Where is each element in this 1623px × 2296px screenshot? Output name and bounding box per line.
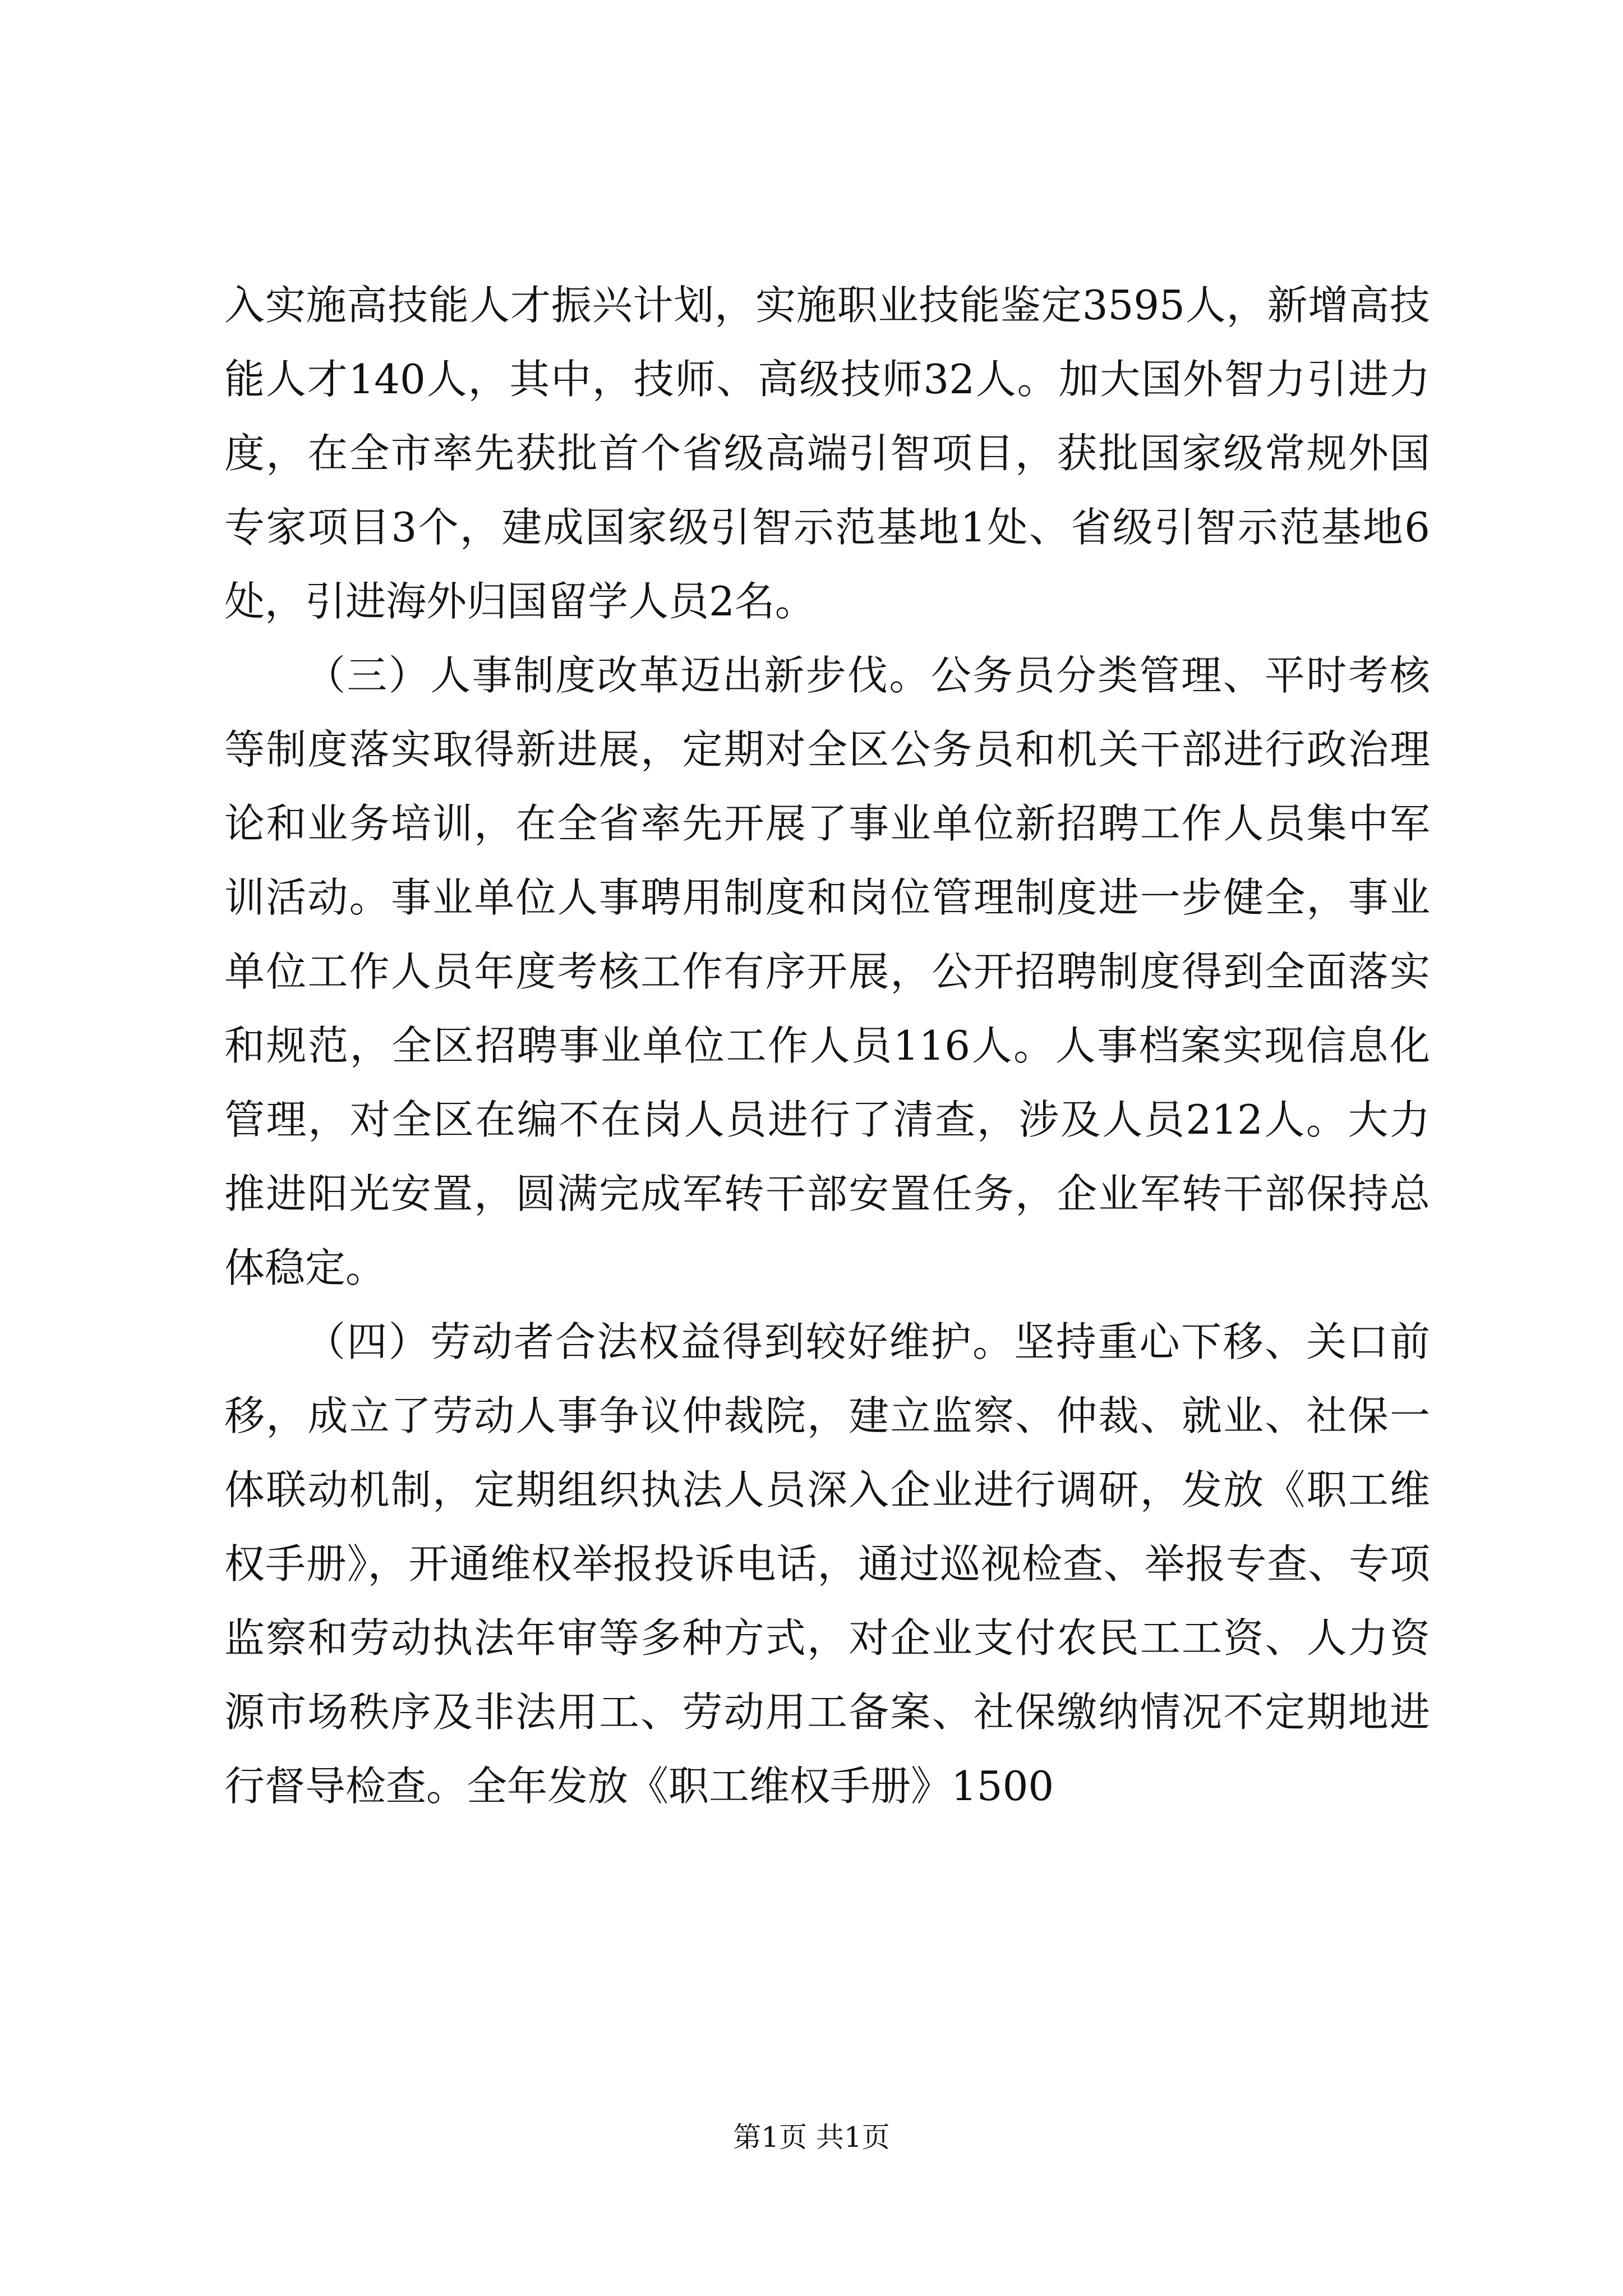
document-body bbox=[224, 268, 1430, 1823]
paragraph-talent-plan: 入实施高技能人才振兴计划，实施职业技能鉴定3595人，新增高技能人才140人，其中，技师、高级技师32人。加大国外智力引进力度，在全市率先获批首个省级高端引智项目，获批国家级常规外国专家项目3个，建成国家级引智示范基地1处、省级引智示范基地6处，引进海外归国留学人员2名。 bbox=[224, 282, 1430, 625]
page-footer: 第1页 共1页 bbox=[733, 2121, 890, 2154]
paragraph-worker-rights: （四）劳动者合法权益得到较好维护。坚持重心下移、关口前移，成立了劳动人事争议仲裁院，建立监察、仲裁、就业、社保一体联动机制，定期组织执法人员深入企业进行调研，发放《职工维权手册》，开通维权举报投诉电话，通过巡视检查、举报专查、专项监察和劳动执法年审等多种方式，对企业支付农民工工资、人力资源市场秩序及非法用工、劳动用工备案、社保缴纳情况不定期地进行督导检查。全年发放《职工维权手册》1500 bbox=[224, 1318, 1430, 1810]
paragraph-personnel-reform: （三）人事制度改革迈出新步伐。公务员分类管理、平时考核等制度落实取得新进展，定期对全区公务员和机关干部进行政治理论和业务培训，在全省率先开展了事业单位新招聘工作人员集中军训活动。事业单位人事聘用制度和岗位管理制度进一步健全，事业单位工作人员年度考核工作有序开展，公开招聘制度得到全面落实和规范，全区招聘事业单位工作人员116人。人事档案实现信息化管理，对全区在编不在岗人员进行了清查，涉及人员212人。大力推进阳光安置，圆满完成军转干部安置任务，企业军转干部保持总体稳定。 bbox=[224, 652, 1430, 1291]
